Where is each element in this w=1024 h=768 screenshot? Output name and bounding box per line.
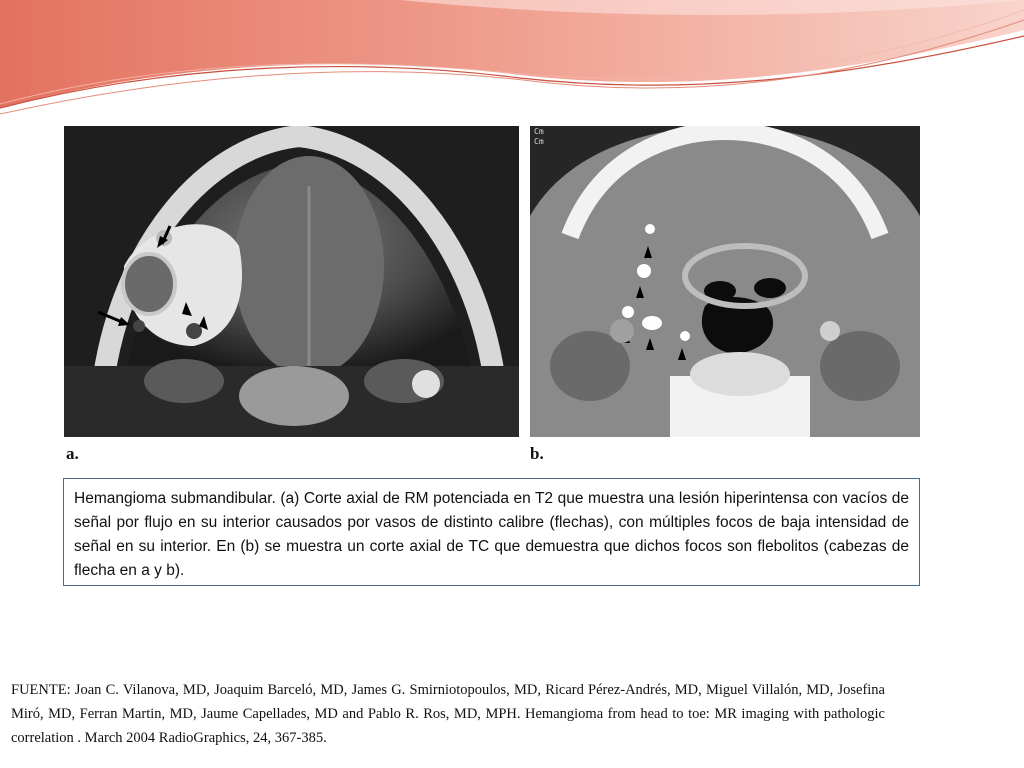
figure-caption: Hemangioma submandibular. (a) Corte axial de RM potenciada en T2 que muestra una lesión hiperintensa con vacíos de señal por flujo en su interior causados por vasos de distinto calibre (flechas), con múltiples focos de baja intensidad de señal en su interior. En (b) se muestra un corte axial de TC que demuestra que dichos focos son flebolitos (cabezas de flecha en a y b). [63, 478, 920, 586]
source-citation: FUENTE: Joan C. Vilanova, MD, Joaquim Barceló, MD, James G. Smirniotopoulos, MD, Ricard Pérez-Andrés, MD, Miguel Villalón, MD, Josefina Miró, MD, Ferran Martin, MD, Jaume Capellades, MD and Pablo R. Ros, MD, MPH. Hemangioma from head to toe: MR imaging with pathologic correlation . March 2004 RadioGraphics, 24, 367-385. [11, 682, 885, 746]
ct-image-panel-b [530, 126, 920, 437]
panel-label-b: b. [530, 444, 544, 463]
header-banner [0, 0, 1024, 120]
panel-label-a: a. [66, 444, 79, 463]
mri-image-panel-a [64, 126, 519, 437]
image-overlay-text: Cm Cm [534, 127, 544, 146]
